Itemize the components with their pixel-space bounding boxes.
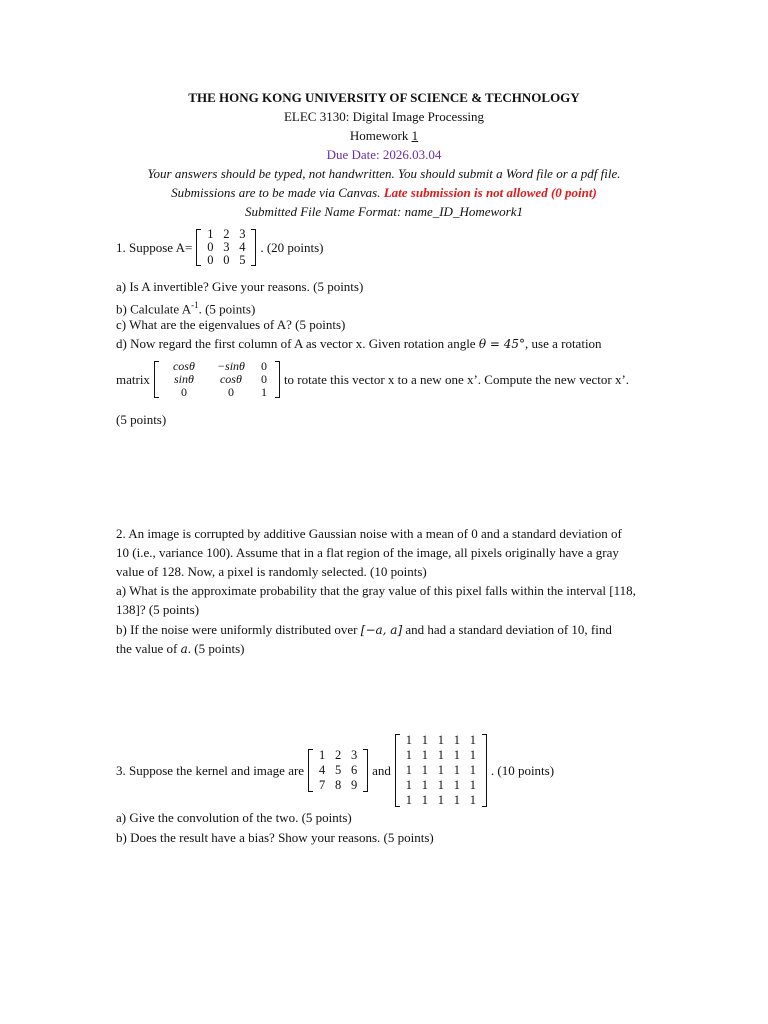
matrix-cell: 1 — [437, 793, 444, 807]
matrix-cell: 1 — [421, 793, 428, 807]
university-title: THE HONG KONG UNIVERSITY OF SCIENCE & TECHNOLOGY — [188, 90, 580, 105]
q3-points: . (10 points) — [490, 762, 555, 778]
uniform-interval: [−a, a] — [360, 623, 403, 637]
matrix-cell: 0 — [180, 385, 187, 399]
q1-points: . (20 points) — [260, 239, 324, 255]
matrix-cell: 5 — [334, 763, 342, 777]
matrix-cell: 1 — [260, 385, 267, 399]
q2-part-b-line-1 — [116, 620, 612, 640]
q1-d-suffix: , use a rotation — [525, 336, 602, 351]
matrix-cell: 1 — [469, 733, 476, 747]
matrix-label: matrix — [116, 371, 150, 387]
matrix-cell: 4 — [239, 240, 246, 254]
matrix-cell: 1 — [469, 748, 476, 762]
matrix-cell: 3 — [239, 227, 246, 241]
rotation-matrix — [153, 360, 281, 399]
matrix-cell: 1 — [469, 778, 476, 792]
matrix-cell: 2 — [334, 748, 342, 762]
matrix-cell: sinθ — [173, 372, 194, 386]
q1-b-text: b) Calculate A — [116, 301, 192, 317]
matrix-cell: 5 — [239, 253, 246, 267]
q1-part-d — [116, 334, 602, 354]
matrix-cell: 9 — [350, 778, 358, 792]
course-title: ELEC 3130: Digital Image Processing — [283, 109, 485, 124]
variable-a: a — [180, 642, 188, 656]
instruction-canvas-text: Submissions are to be made via Canvas. — [171, 185, 384, 200]
q3-part-a: a) Give the convolution of the two. (5 points) — [116, 810, 352, 825]
matrix-cell: 3 — [350, 748, 358, 762]
q2-b-suffix: and had a standard deviation of 10, find — [402, 622, 612, 637]
matrix-cell: 1 — [453, 763, 460, 777]
matrix-cell: 1 — [405, 778, 412, 792]
inverse-superscript: -1 — [191, 300, 199, 310]
q1-d-points: (5 points) — [116, 412, 167, 427]
matrix-cell: 1 — [453, 733, 460, 747]
q2-b-text: b) If the noise were uniformly distributed over — [116, 622, 361, 637]
matrix-cell: 1 — [437, 778, 444, 792]
q1-statement — [116, 228, 324, 267]
q2-line-1: 2. An image is corrupted by additive Gaussian noise with a mean of 0 and a standard deviation of — [116, 526, 622, 541]
q3-lead: 3. Suppose the kernel and image are — [116, 762, 305, 778]
q2-b2-points: . (5 points) — [187, 641, 245, 656]
q1-lead: 1. Suppose A= — [116, 239, 193, 255]
matrix-cell: 8 — [334, 778, 342, 792]
q2-line-3: value of 128. Now, a pixel is randomly selected. (10 points) — [116, 564, 427, 579]
image-matrix — [394, 733, 488, 808]
matrix-cell: 1 — [437, 733, 444, 747]
matrix-cell: 2 — [223, 227, 230, 241]
matrix-cell: 1 — [207, 227, 214, 241]
homework-number: 1 — [411, 128, 419, 143]
q1-rotation-row — [116, 360, 629, 399]
matrix-cell: cosθ — [172, 359, 195, 373]
q2-part-a-line-2: 138]? (5 points) — [116, 602, 200, 617]
matrix-cell: 3 — [223, 240, 230, 254]
matrix-cell: 1 — [453, 778, 460, 792]
matrix-cell: cosθ — [219, 372, 242, 386]
q2-line-2: 10 (i.e., variance 100). Assume that in a flat region of the image, all pixels originally have a gray — [116, 545, 619, 560]
matrix-cell: 1 — [405, 748, 412, 762]
matrix-cell: 0 — [207, 240, 214, 254]
matrix-cell: 1 — [318, 748, 326, 762]
matrix-cell: 1 — [405, 763, 412, 777]
matrix-a — [195, 228, 257, 267]
instruction-canvas — [0, 183, 768, 202]
matrix-cell: 1 — [453, 748, 460, 762]
matrix-cell: 1 — [437, 748, 444, 762]
q2-part-a-line-1: a) What is the approximate probability that the gray value of this pixel falls within the interval [118, — [116, 583, 636, 598]
q1-b-points: . (5 points) — [198, 301, 256, 317]
matrix-cell: 7 — [318, 778, 326, 792]
matrix-cell: 4 — [318, 763, 326, 777]
kernel-matrix — [307, 748, 369, 793]
q2-part-b-line-2 — [116, 639, 244, 659]
and-word: and — [372, 762, 391, 778]
matrix-cell: 6 — [350, 763, 358, 777]
matrix-cell: 1 — [421, 733, 428, 747]
file-name-format: Submitted File Name Format: name_ID_Homework1 — [244, 204, 523, 219]
matrix-cell: 1 — [469, 793, 476, 807]
q3-part-b: b) Does the result have a bias? Show your reasons. (5 points) — [116, 830, 434, 845]
instruction-typed: Your answers should be typed, not handwritten. You should submit a Word file or a pdf file. — [147, 166, 621, 181]
matrix-cell: 0 — [227, 385, 234, 399]
rotation-angle: θ = 45° — [478, 337, 526, 351]
late-submission-warning: Late submission is not allowed (0 point) — [383, 185, 597, 200]
matrix-cell: 1 — [405, 733, 412, 747]
q2-b2-text: the value of — [116, 641, 181, 656]
matrix-cell: 1 — [453, 793, 460, 807]
homework-label: Homework — [349, 128, 409, 143]
matrix-cell: 0 — [207, 253, 214, 267]
matrix-cell: 1 — [421, 748, 428, 762]
matrix-cell: 1 — [469, 763, 476, 777]
matrix-cell: −sinθ — [216, 359, 245, 373]
rotate-instruction: to rotate this vector x to a new one x’. Compute the new vector x’. — [283, 371, 630, 387]
q1-d-text: d) Now regard the first column of A as vector x. Given rotation angle — [116, 336, 479, 351]
matrix-cell: 1 — [437, 763, 444, 777]
matrix-cell: 0 — [223, 253, 230, 267]
homework-title — [0, 126, 768, 145]
matrix-cell: 0 — [260, 372, 267, 386]
q3-statement — [116, 733, 554, 808]
matrix-cell: 1 — [421, 778, 428, 792]
matrix-cell: 1 — [421, 763, 428, 777]
matrix-cell: 0 — [260, 359, 267, 373]
matrix-cell: 1 — [405, 793, 412, 807]
q1-part-a: a) Is A invertible? Give your reasons. (5 points) — [116, 279, 364, 294]
due-date: Due Date: 2026.03.04 — [326, 147, 442, 162]
q1-part-c: c) What are the eigenvalues of A? (5 points) — [116, 317, 346, 332]
